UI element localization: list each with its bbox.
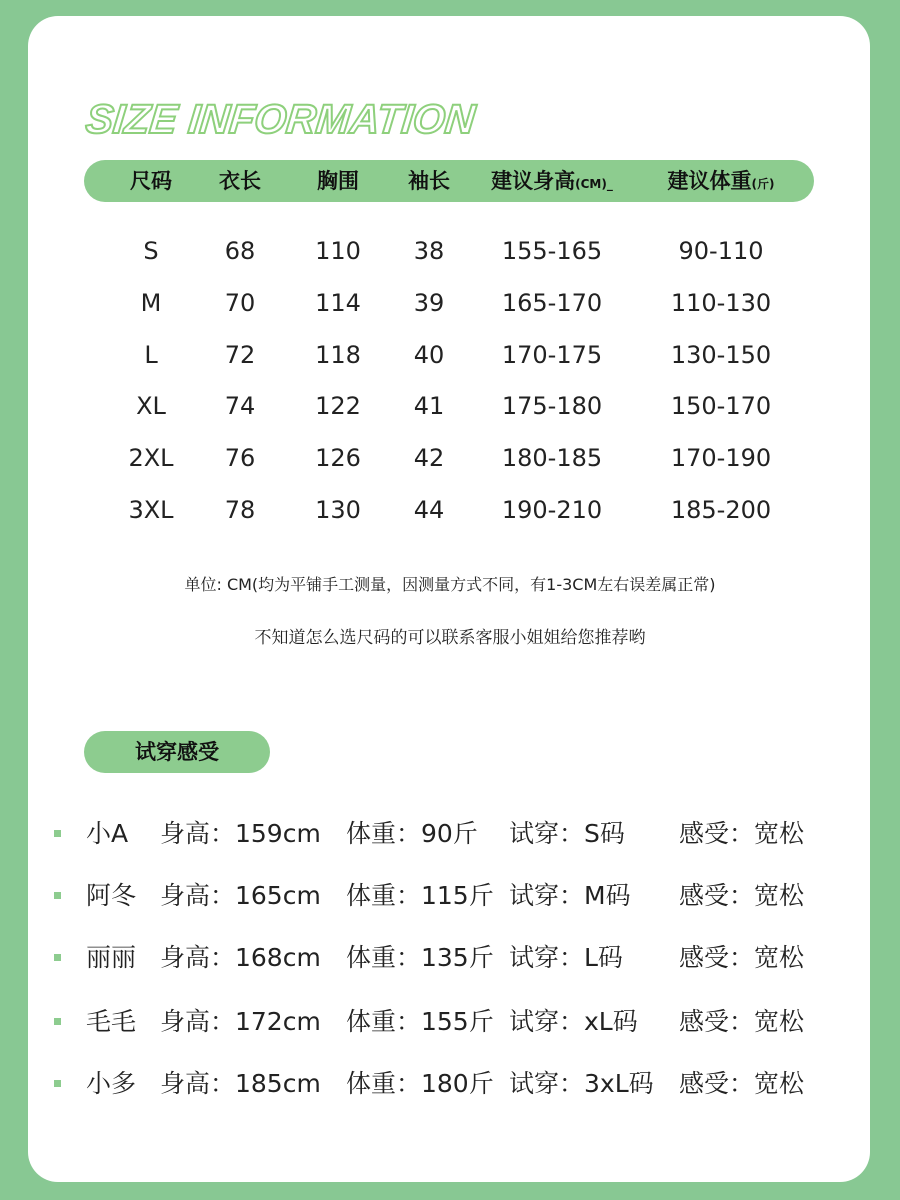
cell-height: 165-170 [501, 289, 603, 317]
header-sleeve-label: 袖长 [408, 169, 450, 193]
cell-height: 180-185 [501, 444, 603, 472]
tester-height: 身高：159cm [160, 819, 321, 848]
cell-sleeve: 42 [413, 444, 445, 472]
size-table-row [0, 490, 900, 530]
header-size [130, 160, 172, 202]
bullet-icon [54, 1018, 61, 1025]
size-table-row [0, 438, 900, 478]
header-height-unit: (CM)_ [575, 177, 613, 191]
header-weight-label: 建议体重 [667, 169, 752, 193]
cell-height: 190-210 [501, 496, 603, 524]
bullet-icon [54, 1080, 61, 1087]
cell-sleeve: 41 [413, 392, 445, 420]
bullet-icon [54, 830, 61, 837]
cell-chest: 114 [315, 289, 361, 317]
tester-height: 身高：165cm [160, 881, 321, 910]
tester-feeling: 感受：宽松 [679, 1069, 805, 1098]
cell-weight: 170-190 [670, 444, 772, 472]
tester-feeling: 感受：宽松 [679, 943, 805, 972]
bullet-icon [54, 892, 61, 899]
cell-chest: 130 [315, 496, 361, 524]
tester-weight: 体重：115斤 [346, 881, 494, 910]
tester-feeling: 感受：宽松 [679, 819, 805, 848]
cell-size: 2XL [128, 444, 174, 472]
cell-size: S [143, 237, 159, 265]
cell-size: L [144, 341, 158, 369]
cell-sleeve: 38 [413, 237, 445, 265]
tester-weight: 体重：180斤 [346, 1069, 494, 1098]
cell-chest: 118 [315, 341, 361, 369]
cell-sleeve: 44 [413, 496, 445, 524]
cell-weight: 130-150 [670, 341, 772, 369]
header-size-label: 尺码 [130, 169, 172, 193]
tester-weight: 体重：155斤 [346, 1007, 494, 1036]
tester-weight: 体重：135斤 [346, 943, 494, 972]
cell-sleeve: 40 [413, 341, 445, 369]
cell-size: XL [136, 392, 166, 420]
cell-height: 155-165 [501, 237, 603, 265]
contact-note: 不知道怎么选尺码的可以联系客服小姐姐给您推荐哟 [254, 628, 646, 648]
cell-length: 70 [224, 289, 256, 317]
tester-name: 阿冬 [86, 881, 137, 910]
header-sleeve [408, 160, 450, 202]
tester-height: 身高：172cm [160, 1007, 321, 1036]
header-weight-unit: (斤) [751, 177, 775, 191]
header-weight [668, 160, 775, 202]
try-on-row [0, 1064, 900, 1104]
tester-size: 试穿：S码 [509, 819, 625, 848]
cell-height: 175-180 [501, 392, 603, 420]
tester-weight: 体重：90斤 [346, 819, 478, 848]
cell-sleeve: 39 [413, 289, 445, 317]
try-on-section-label: 试穿感受 [84, 731, 270, 773]
size-table-row [0, 283, 900, 323]
header-height [491, 160, 613, 202]
tester-size: 试穿：3xL码 [509, 1069, 654, 1098]
size-table-row [0, 335, 900, 375]
tester-size: 试穿：M码 [509, 881, 631, 910]
tester-name: 小多 [86, 1069, 137, 1098]
cell-size: M [140, 289, 162, 317]
tester-height: 身高：168cm [160, 943, 321, 972]
header-height-label: 建议身高 [491, 169, 576, 193]
try-on-row [0, 938, 900, 978]
tester-name: 毛毛 [86, 1007, 137, 1036]
size-table-row [0, 386, 900, 426]
cell-length: 78 [224, 496, 256, 524]
header-chest-label: 胸围 [317, 169, 359, 193]
tester-size: 试穿：L码 [509, 943, 623, 972]
header-length [219, 160, 261, 202]
bullet-icon [54, 954, 61, 961]
measurement-note: 单位: CM(均为平铺手工测量，因测量方式不同，有1-3CM左右误差属正常) [184, 575, 716, 594]
cell-height: 170-175 [501, 341, 603, 369]
cell-weight: 90-110 [678, 237, 764, 265]
tester-feeling: 感受：宽松 [679, 1007, 805, 1036]
cell-length: 76 [224, 444, 256, 472]
cell-size: 3XL [128, 496, 174, 524]
cell-length: 74 [224, 392, 256, 420]
cell-chest: 122 [315, 392, 361, 420]
cell-chest: 126 [315, 444, 361, 472]
tester-name: 小A [86, 819, 129, 848]
header-chest [317, 160, 359, 202]
cell-chest: 110 [315, 237, 361, 265]
cell-weight: 185-200 [670, 496, 772, 524]
try-on-row [0, 1002, 900, 1042]
cell-length: 68 [224, 237, 256, 265]
cell-weight: 110-130 [670, 289, 772, 317]
size-table-row [0, 231, 900, 271]
try-on-row [0, 814, 900, 854]
page-title: SIZE INFORMATION [83, 96, 478, 142]
tester-feeling: 感受：宽松 [679, 881, 805, 910]
cell-weight: 150-170 [670, 392, 772, 420]
tester-height: 身高：185cm [160, 1069, 321, 1098]
try-on-row [0, 876, 900, 916]
header-length-label: 衣长 [219, 169, 261, 193]
tester-size: 试穿：xL码 [509, 1007, 638, 1036]
cell-length: 72 [224, 341, 256, 369]
tester-name: 丽丽 [86, 943, 137, 972]
